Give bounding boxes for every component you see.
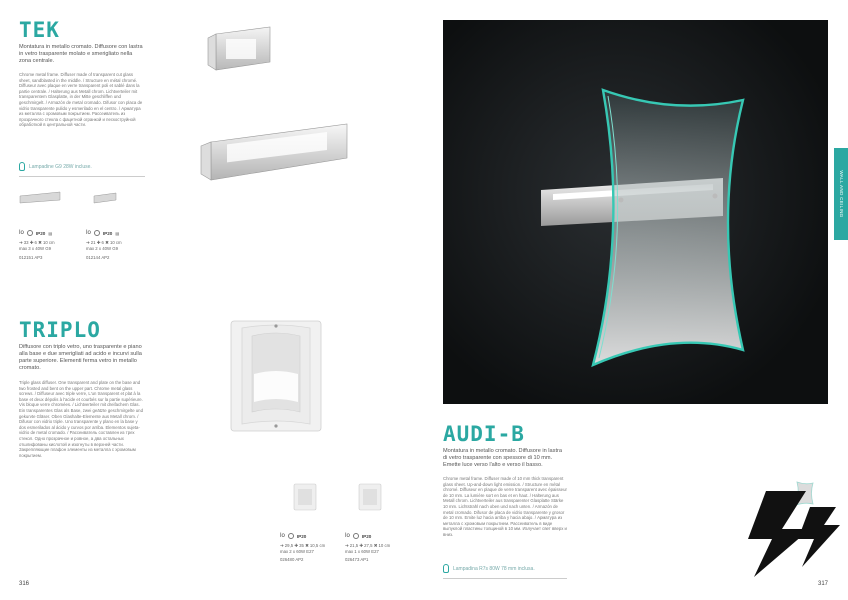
triplo-product-2-icons (345, 533, 390, 539)
tek-product-2-icons (86, 230, 122, 236)
triplo-description-it: Diffusore con triplo vetro, uno trasparente e piano alla base e due smerigliati ad acido e incurvi sulla parte superiore. Elementi ferma vetro in metallo cromato. (19, 344, 142, 372)
ip-badge: IP20 (102, 230, 113, 236)
triplo-image (228, 318, 324, 434)
audi-b-description-it: Montatura in metallo cromato. Diffusore in lastra di vetro trasparente con spessore di 10 mm. Emette luce verso l'alto e verso il basso. (443, 448, 562, 469)
triplo-product-2 (345, 533, 390, 562)
audi-b-description-multilang: Chrome metal frame. Diffuser made of 10 mm thick transparent glass sheet. Up-and-down light emission. / Structure en métal chromé. Diffuseur en plaque de verre transparent avec épaisseur de 10 mm. La lumière sort en bas et en haut. / Halterung aus Metall chrom. Lichtverteiler aus transparenter Glasplatte Stärke 10 mm. Lichtstrahl nach oben und nach unten. / Armazón de metal cromado. Difusor de placa de vidrio transparente y grosor de 10 mm. Emite luz hacia arriba y hacia abajo. / Арматура из металла с хромовым покрытием. Рассеиватель в виде выпуклой пластины толщиной в 10 мм. Излучает свет вверх и вниз. (443, 476, 567, 537)
bulb-icon (19, 162, 25, 171)
wall-mount-icon: ǀo (345, 533, 350, 539)
triplo-product-1-code: 026480 AP2 (280, 557, 304, 562)
tek-product-1-icons (19, 230, 55, 236)
tek-product-2-code: 012144 AP2 (86, 255, 110, 260)
wall-mount-icon: ǀo (19, 230, 24, 236)
triplo-description-multilang: Triple glass diffuser. One transparent and plate on the base and two frosted and bent on the upper part. Chrome metal glass screws. / Diffuseur avec triple verre, L'un transparent et plat à la base et deux dépolis à l'acide et courbés sur la partie supérieure. Vis bloque verre chromées. / Lichtverteiler mit dreifachem Glas. Ein transparentes Glas als Base, zwei geätzte geschmirgelte und gekurvte Gläser. Oben Glashalte-Elemente aus Metall chrom. / Difusor con vidrio triple. Uno transparente y plano en la base y dos esmerilados al ácido y curvos por arriba. Elementos sujeta-vidrio de metal cromado. / Рассеиватель составлен из трех стекол. Одно прозрачное и ровное, а два остальных отшлифованы кислотой и изогнуты в верхней части. Закрепляющие плафон элементы из металла с хромовым покрытием. (19, 380, 143, 458)
energy-icon: ▤ (115, 230, 120, 236)
ip-badge: IP20 (296, 533, 307, 539)
tek-ap3-image (197, 118, 349, 190)
triplo-ap1-thumbnail (357, 482, 383, 512)
triplo-product-1-dims: ➔ 29,5 ✚ 35 ✖ 10,5 cm (280, 543, 326, 548)
tek-description-it: Montatura in metallo cromato. Diffusore con lastra in vetro trasparente molato e smerigliato nella zona centrale. (19, 44, 143, 65)
triplo-product-1 (280, 533, 325, 562)
ip-badge: IP20 (35, 230, 46, 236)
ip-badge: IP20 (361, 533, 372, 539)
wall-mount-icon: ǀo (280, 533, 285, 539)
divider (443, 578, 567, 579)
audi-b-title: AUDI-B (443, 422, 525, 446)
class-ii-icon (288, 533, 294, 539)
tek-description-multilang: Chrome metal frame. Diffuser made of transparent cut glass sheet, sandblasted in the middle. / Structure en métal chromé. Diffuseur avec plaque en verre transparent poli et sablé dans la partie centrale. / Halterung aus Metall chrom. Lichtverteiler mit transparentem Glasplatte, in der Mitte geschliffen und geschmirgelt. / Armazón de metal cromado. Difusor con placa de vidrio transparente pulido y esmerilado en el centro. / Арматура из металла с хромовым покрытием. Рассеиватель из прозрачного стекла с фацетной огранкой и пескоструйной обработкой в центральной части. (19, 72, 143, 128)
bulb-icon (443, 564, 449, 573)
tek-lamp-note-text: Lampadine G9 28W incluse. (29, 163, 92, 170)
tek-ap2-image (204, 24, 272, 74)
tek-lamp-note (19, 162, 92, 171)
tek-ap2-thumbnail (92, 190, 118, 204)
triplo-product-2-power: max 1 x 60W E27 (345, 548, 379, 554)
tek-product-1-dims: ➔ 33 ✚ 6 ✖ 10 cm (19, 240, 55, 245)
audi-b-lamp-note-text: Lampadina R7s 80W 78 mm inclusa. (453, 565, 535, 572)
tek-title: TEK (19, 18, 60, 42)
triplo-product-2-dims: ➔ 21,5 ✚ 27,5 ✖ 10 cm (345, 543, 391, 548)
class-ii-icon (94, 230, 100, 236)
page-number-right: 317 (818, 581, 829, 587)
tek-product-1 (19, 230, 55, 260)
tek-product-1-power: max 3 x 40W G9 (19, 245, 51, 251)
triplo-ap2-thumbnail (292, 482, 318, 512)
divider (19, 176, 145, 177)
tek-product-2-power: max 2 x 40W G9 (86, 245, 118, 251)
tek-product-2-dims: ➔ 21 ✚ 6 ✖ 10 cm (86, 240, 122, 245)
lightning-logo-icon (736, 487, 842, 581)
tek-product-2 (86, 230, 122, 260)
triplo-product-2-code: 026473 AP1 (345, 557, 369, 562)
wall-mount-icon: ǀo (86, 230, 91, 236)
audi-b-photo (443, 20, 828, 404)
triplo-product-1-power: max 2 x 60W E27 (280, 548, 314, 554)
triplo-product-1-icons (280, 533, 325, 539)
class-ii-icon (353, 533, 359, 539)
tek-ap3-thumbnail (18, 190, 62, 204)
section-tab (834, 148, 848, 240)
page-number-left: 316 (19, 581, 30, 587)
triplo-title: TRIPLO (19, 318, 101, 342)
class-ii-icon (27, 230, 33, 236)
section-tab-label: WALL AND CEILING (839, 170, 844, 218)
tek-product-1-code: 012151 AP3 (19, 255, 43, 260)
audi-b-lamp-note (443, 564, 535, 573)
energy-icon: ▤ (48, 230, 53, 236)
